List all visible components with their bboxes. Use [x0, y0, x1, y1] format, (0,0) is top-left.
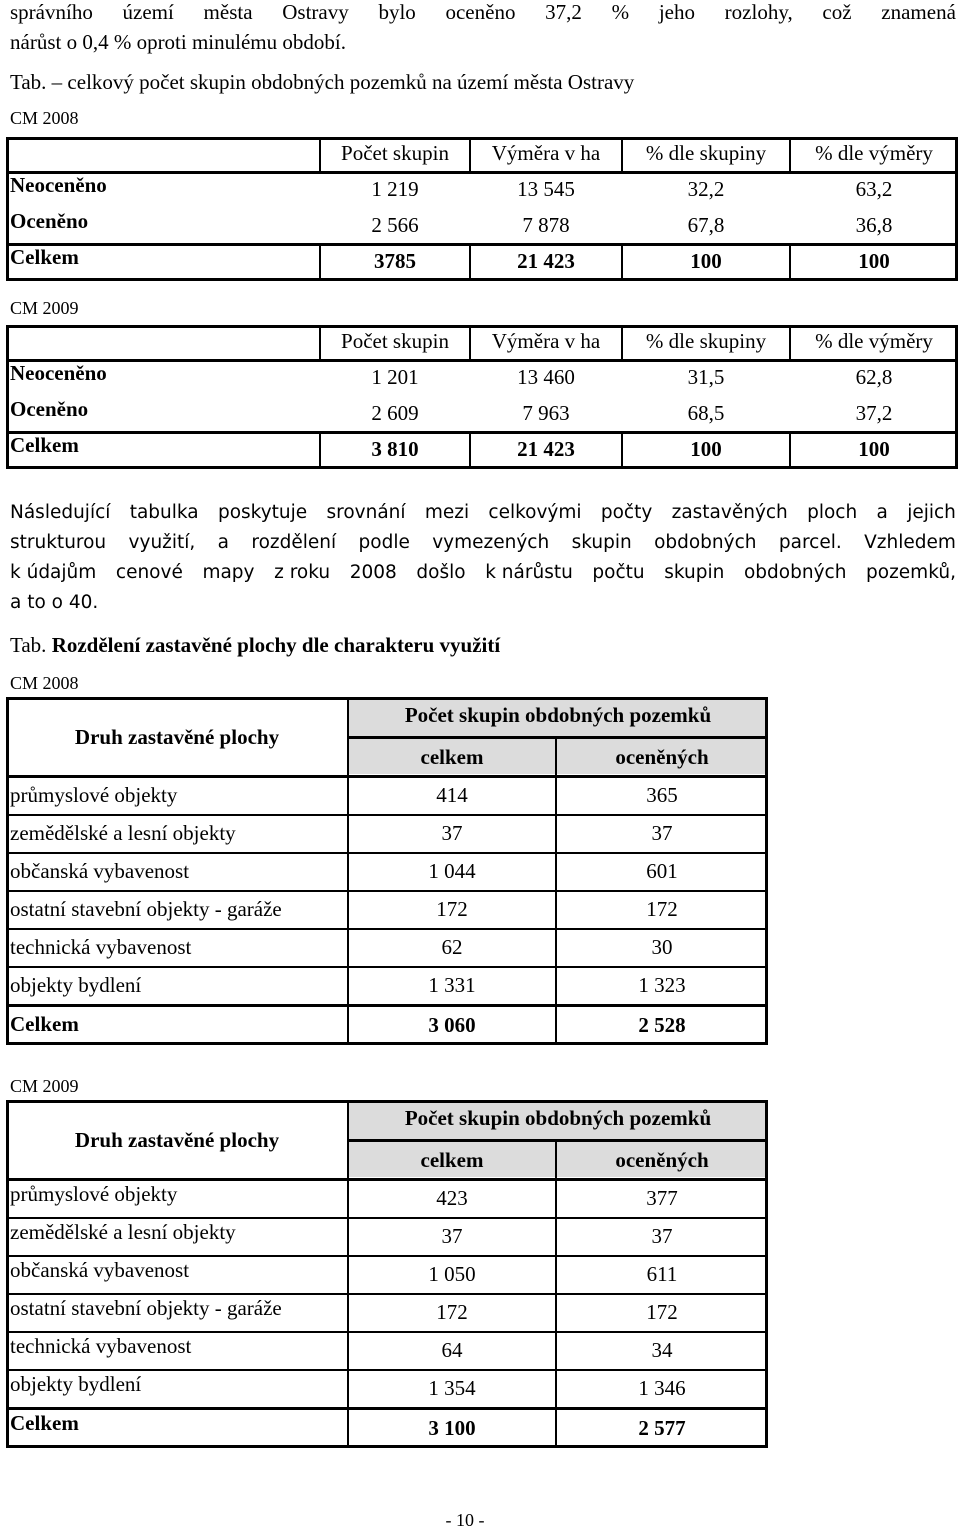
- group-header: Počet skupin obdobných pozemků: [404, 1106, 712, 1130]
- column-header: Počet skupin: [341, 141, 449, 165]
- row-rule: [6, 966, 768, 968]
- word: ploch: [807, 502, 858, 523]
- word: rozdělení: [251, 532, 337, 553]
- word: mezi: [424, 502, 470, 523]
- total-rule: [6, 1004, 768, 1007]
- word: správního: [10, 0, 93, 24]
- cell-ocenenych: 377: [646, 1186, 678, 1210]
- table-cell: 21 423: [517, 249, 575, 273]
- word: k nárůstu: [485, 562, 573, 583]
- cell-celkem: 1 331: [428, 973, 476, 997]
- cm2008-label-2: CM 2008: [10, 673, 79, 693]
- word: a: [876, 502, 888, 523]
- row-label: Neoceněno: [10, 361, 107, 385]
- cell-celkem: 414: [436, 783, 468, 807]
- cell-celkem: 1 354: [428, 1376, 476, 1400]
- table1-caption: Tab. – celkový počet skupin obdobných pozemků na území města Ostravy: [10, 70, 635, 94]
- cell-ocenenych: 2 577: [638, 1416, 686, 1440]
- word: k údajům: [10, 562, 97, 583]
- word: což: [822, 0, 852, 24]
- table-cell: 21 423: [517, 437, 575, 461]
- table-cell: 63,2: [855, 177, 893, 201]
- table-cell: 100: [858, 249, 890, 273]
- table-cell: 1 219: [371, 177, 419, 201]
- cm2008-label: CM 2008: [10, 108, 79, 128]
- column-header: Druh zastavěné plochy: [74, 725, 280, 749]
- header-rule: [6, 1178, 768, 1181]
- total-rule: [6, 1407, 768, 1410]
- table-cell: 2 609: [371, 401, 419, 425]
- row-rule: [6, 852, 768, 854]
- table-cell: 100: [858, 437, 890, 461]
- column-header: Výměra v ha: [491, 141, 601, 165]
- cell-celkem: 37: [441, 1224, 463, 1248]
- cell-ocenenych: 2 528: [638, 1013, 686, 1037]
- word: srovnání: [326, 502, 406, 523]
- cell-celkem: 64: [441, 1338, 463, 1362]
- cell-ocenenych: 365: [646, 783, 678, 807]
- cell-celkem: 37: [441, 821, 463, 845]
- group-header: Počet skupin obdobných pozemků: [404, 703, 712, 727]
- column-header: % dle výměry: [815, 141, 933, 165]
- cm2009-label-2: CM 2009: [10, 1076, 79, 1096]
- row-label: průmyslové objekty: [10, 1182, 178, 1206]
- row-rule: [6, 928, 768, 930]
- column-header: Počet skupin: [341, 329, 449, 353]
- subheader-ocenenych: oceněných: [615, 1148, 709, 1172]
- cell-celkem: 1 044: [428, 859, 476, 883]
- header-rule: [6, 359, 958, 362]
- cell-ocenenych: 30: [651, 935, 673, 959]
- cell-celkem: 423: [436, 1186, 468, 1210]
- word: parcel.: [778, 532, 842, 553]
- word: tabulka: [129, 502, 199, 523]
- row-label: občanská vybavenost: [10, 859, 190, 883]
- table2-caption-title: Rozdělení zastavěné plochy dle charakteru využití: [51, 633, 501, 657]
- paragraph-line-1: [10, 502, 956, 523]
- row-label: Oceněno: [10, 209, 89, 233]
- row-label: občanská vybavenost: [10, 1258, 190, 1282]
- cell-ocenenych: 1 323: [638, 973, 686, 997]
- group-rule: [348, 1139, 768, 1142]
- column-header: % dle skupiny: [645, 329, 767, 353]
- word: z roku: [274, 562, 331, 583]
- word: bylo: [378, 0, 416, 24]
- cell-celkem: 3 060: [428, 1013, 476, 1037]
- table2-caption-prefix: Tab.: [10, 633, 52, 657]
- word: vymezených: [432, 532, 550, 553]
- group-rule: [348, 736, 768, 739]
- paragraph-line-3: [10, 562, 956, 583]
- word: počty: [600, 502, 653, 523]
- cell-ocenenych: 601: [646, 859, 678, 883]
- word: obdobných: [743, 562, 847, 583]
- cell-celkem: 1 050: [428, 1262, 476, 1286]
- word: pozemků,: [866, 562, 956, 583]
- word: %: [611, 0, 630, 24]
- row-rule: [6, 1369, 768, 1371]
- row-rule: [6, 1293, 768, 1295]
- row-label: technická vybavenost: [10, 1334, 192, 1358]
- subheader-ocenenych: oceněných: [615, 745, 709, 769]
- total-rule: [6, 243, 958, 246]
- paragraph-line-2: [10, 532, 956, 553]
- word: území: [122, 0, 174, 24]
- word: skupin: [571, 532, 632, 553]
- word: zastavěných: [671, 502, 788, 523]
- word: oceněno: [445, 0, 516, 24]
- table-cell: 13 545: [517, 177, 575, 201]
- cell-ocenenych: 34: [651, 1338, 673, 1362]
- word: strukturou: [10, 532, 107, 553]
- column-header: % dle skupiny: [645, 141, 767, 165]
- row-rule: [6, 1255, 768, 1257]
- word: poskytuje: [217, 502, 308, 523]
- cell-ocenenych: 172: [646, 897, 678, 921]
- table-cell: 7 878: [522, 213, 570, 237]
- cm2009-label: CM 2009: [10, 298, 79, 318]
- table-cell: 68,5: [687, 401, 725, 425]
- row-label: Oceněno: [10, 397, 89, 421]
- word: využití,: [128, 532, 196, 553]
- word: obdobných: [654, 532, 757, 553]
- row-label: Celkem: [10, 1411, 79, 1435]
- table-cell: 1 201: [371, 365, 419, 389]
- word: Následující: [10, 502, 111, 523]
- row-label: zemědělské a lesní objekty: [10, 821, 236, 845]
- word: cenové: [115, 562, 183, 583]
- word: znamená: [881, 0, 956, 24]
- total-rule: [6, 431, 958, 434]
- intro-line-1: [10, 0, 956, 25]
- table-cell: 100: [690, 437, 722, 461]
- column-header: % dle výměry: [815, 329, 933, 353]
- cell-celkem: 62: [441, 935, 463, 959]
- row-label: objekty bydlení: [10, 973, 142, 997]
- table-cell: 3 810: [371, 437, 419, 461]
- row-label: Celkem: [10, 245, 79, 269]
- row-label: zemědělské a lesní objekty: [10, 1220, 236, 1244]
- cell-ocenenych: 37: [651, 821, 673, 845]
- row-label: Celkem: [10, 1012, 79, 1036]
- row-label: Celkem: [10, 433, 79, 457]
- paragraph-line-4: a to o 40.: [10, 592, 99, 613]
- row-label: ostatní stavební objekty - garáže: [10, 1296, 282, 1320]
- row-label: objekty bydlení: [10, 1372, 142, 1396]
- header-rule: [6, 171, 958, 174]
- word: rozlohy,: [724, 0, 793, 24]
- subheader-celkem: celkem: [420, 1148, 484, 1172]
- row-rule: [6, 1217, 768, 1219]
- word: celkovými: [488, 502, 582, 523]
- page-number: - 10 -: [445, 1510, 485, 1530]
- cell-ocenenych: 172: [646, 1300, 678, 1324]
- table-cell: 13 460: [517, 365, 575, 389]
- word: města: [203, 0, 253, 24]
- header-rule: [6, 775, 768, 778]
- table-cell: 3785: [374, 249, 416, 273]
- word: 2008: [349, 562, 397, 583]
- word: došlo: [416, 562, 466, 583]
- column-header: Výměra v ha: [491, 329, 601, 353]
- word: počtu: [592, 562, 645, 583]
- row-label: technická vybavenost: [10, 935, 192, 959]
- table-cell: 100: [690, 249, 722, 273]
- cell-celkem: 172: [436, 1300, 468, 1324]
- word: Vzhledem: [864, 532, 956, 553]
- table-cell: 7 963: [522, 401, 570, 425]
- table-cell: 37,2: [855, 401, 893, 425]
- table2-caption: [10, 633, 500, 658]
- cell-celkem: 172: [436, 897, 468, 921]
- table-cell: 62,8: [855, 365, 893, 389]
- table-cell: 32,2: [687, 177, 725, 201]
- word: jeho: [658, 0, 695, 24]
- row-rule: [6, 1331, 768, 1333]
- row-label: průmyslové objekty: [10, 783, 178, 807]
- cell-ocenenych: 1 346: [638, 1376, 686, 1400]
- word: mapy: [202, 562, 255, 583]
- row-label: ostatní stavební objekty - garáže: [10, 897, 282, 921]
- word: podle: [358, 532, 410, 553]
- cell-ocenenych: 37: [651, 1224, 673, 1248]
- word: 37,2: [545, 0, 582, 24]
- column-header: Druh zastavěné plochy: [74, 1128, 280, 1152]
- table-cell: 2 566: [371, 213, 419, 237]
- table-cell: 31,5: [687, 365, 725, 389]
- cell-celkem: 3 100: [428, 1416, 476, 1440]
- row-rule: [6, 890, 768, 892]
- word: jejich: [907, 502, 956, 523]
- intro-line-2: nárůst o 0,4 % oproti minulému období.: [10, 30, 346, 54]
- row-label: Neoceněno: [10, 173, 107, 197]
- table-cell: 36,8: [855, 213, 893, 237]
- word: Ostravy: [282, 0, 349, 24]
- word: skupin: [664, 562, 725, 583]
- subheader-celkem: celkem: [420, 745, 484, 769]
- row-rule: [6, 814, 768, 816]
- cell-ocenenych: 611: [646, 1262, 678, 1286]
- word: a: [217, 532, 230, 553]
- table-cell: 67,8: [687, 213, 725, 237]
